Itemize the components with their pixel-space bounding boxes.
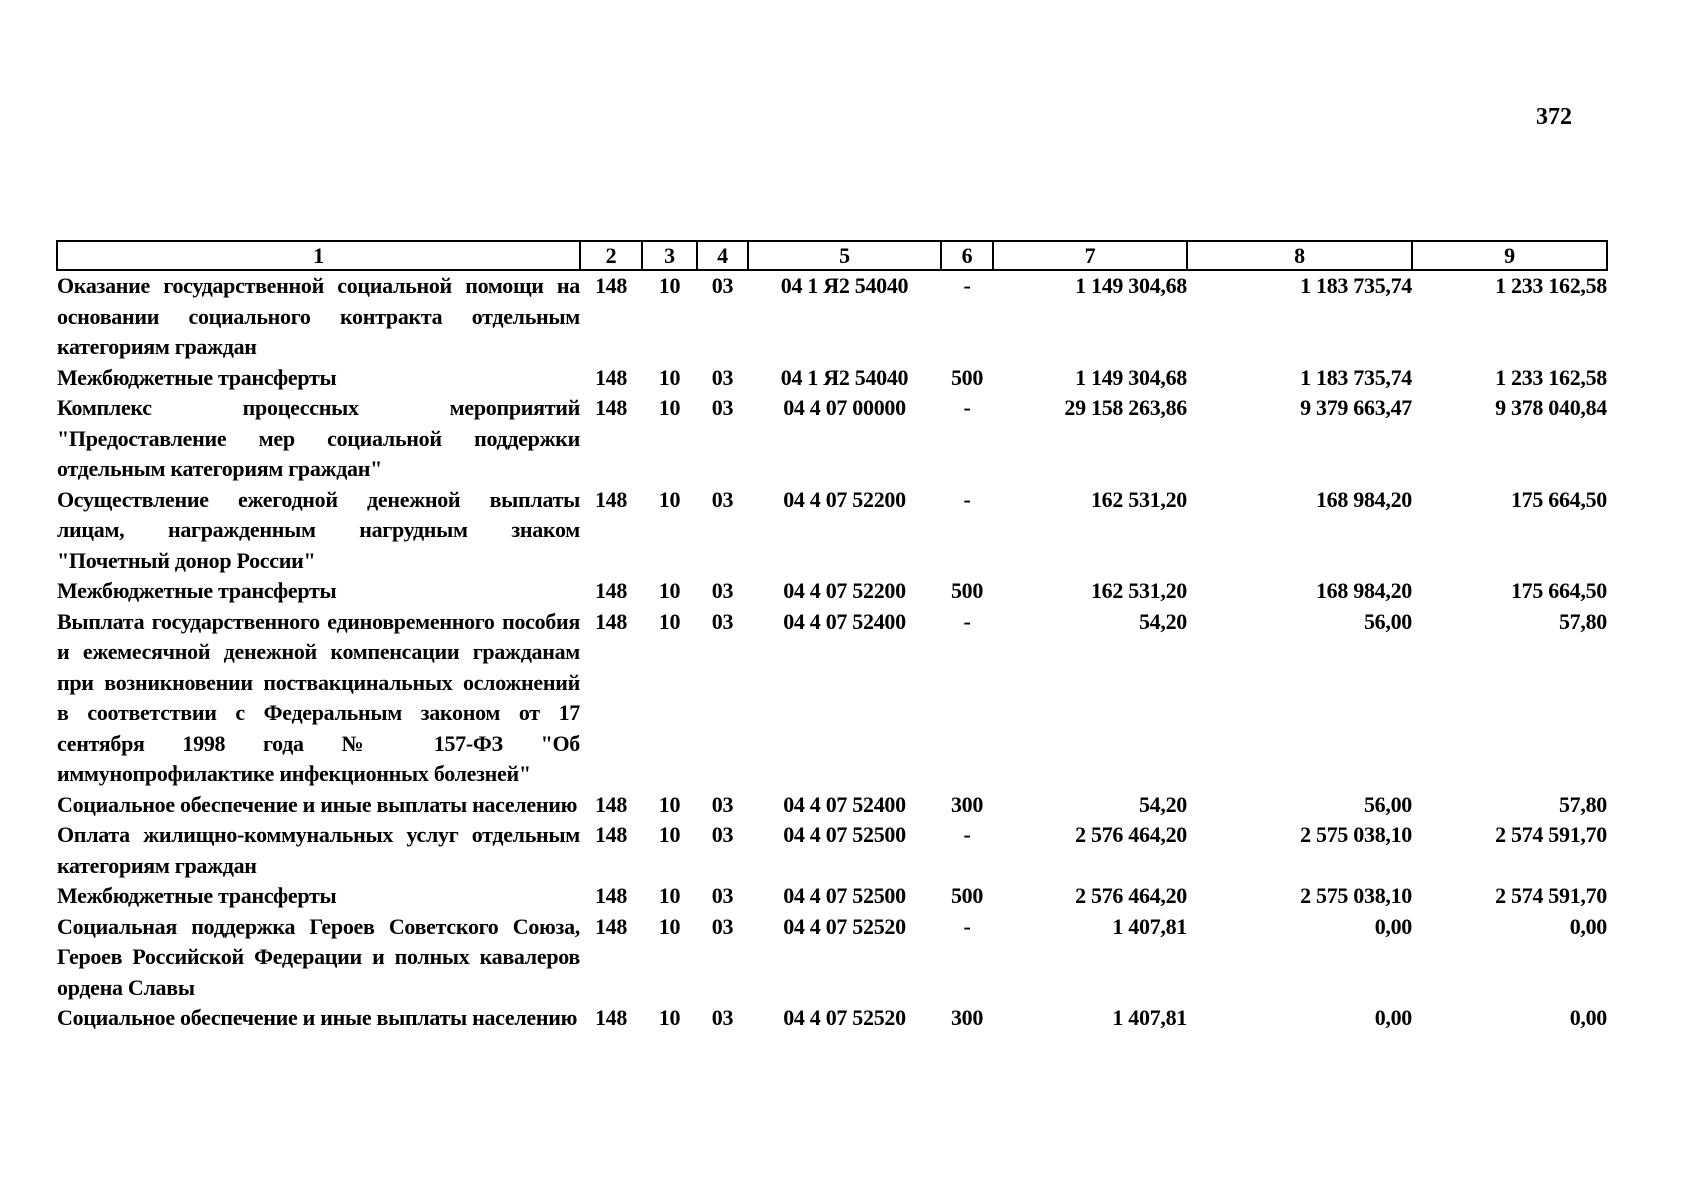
row-amount-9: 175 664,50 bbox=[1510, 578, 1607, 603]
row-code-2: 148 bbox=[594, 578, 628, 603]
row-code-6: 500 bbox=[950, 364, 984, 390]
row-code-3: 10 bbox=[658, 395, 681, 420]
row-amount-8: 168 984,20 bbox=[1315, 578, 1412, 603]
table-row bbox=[57, 576, 1607, 607]
row-amount-8: 2 575 038,10 bbox=[1300, 822, 1412, 847]
row-code-6: - bbox=[963, 822, 971, 847]
row-code-4: 03 bbox=[711, 578, 734, 603]
column-header-1: 1 bbox=[57, 241, 580, 270]
row-code-2: 148 bbox=[594, 364, 628, 390]
row-code-4: 03 bbox=[711, 1005, 734, 1030]
row-name: Социальное обеспечение и иные выплаты населению bbox=[57, 791, 578, 817]
row-amount-8: 2 575 038,10 bbox=[1300, 883, 1412, 908]
row-code-2: 148 bbox=[594, 1005, 628, 1030]
row-code-5: 04 4 07 52500 bbox=[783, 822, 906, 847]
row-code-6: - bbox=[963, 913, 971, 939]
row-amount-9: 1 233 162,58 bbox=[1495, 364, 1607, 390]
row-code-4: 03 bbox=[711, 791, 734, 817]
row-code-5: 04 1 Я2 54040 bbox=[780, 364, 909, 390]
table-row bbox=[57, 363, 1607, 394]
row-name: Межбюджетные трансферты bbox=[57, 883, 337, 908]
row-code-4: 03 bbox=[711, 273, 734, 298]
header-row bbox=[57, 241, 1607, 270]
row-code-2: 148 bbox=[594, 608, 628, 634]
row-amount-8: 168 984,20 bbox=[1315, 486, 1412, 512]
column-header-7: 7 bbox=[993, 241, 1187, 270]
row-amount-8: 1 183 735,74 bbox=[1300, 273, 1412, 298]
column-header-5: 5 bbox=[748, 241, 941, 270]
row-amount-7: 1 149 304,68 bbox=[1075, 273, 1187, 298]
row-code-6: 500 bbox=[950, 883, 984, 908]
table-row bbox=[57, 820, 1607, 881]
row-amount-9: 57,80 bbox=[1558, 791, 1607, 817]
row-amount-9: 57,80 bbox=[1558, 608, 1607, 634]
row-code-3: 10 bbox=[658, 578, 681, 603]
row-code-5: 04 4 07 52200 bbox=[783, 486, 906, 512]
row-code-4: 03 bbox=[711, 486, 734, 512]
row-name: Оплата жилищно-коммунальных услуг отдельным категориям граждан bbox=[57, 822, 580, 878]
row-code-2: 148 bbox=[594, 486, 628, 512]
row-code-3: 10 bbox=[658, 822, 681, 847]
row-name: Межбюджетные трансферты bbox=[57, 364, 337, 390]
table-row bbox=[57, 607, 1607, 790]
table-row bbox=[57, 912, 1607, 1004]
row-amount-7: 54,20 bbox=[1138, 791, 1187, 817]
row-amount-7: 2 576 464,20 bbox=[1075, 822, 1187, 847]
row-code-3: 10 bbox=[658, 791, 681, 817]
row-amount-8: 9 379 663,47 bbox=[1300, 395, 1412, 420]
row-amount-7: 1 407,81 bbox=[1112, 1005, 1187, 1030]
row-code-6: - bbox=[963, 273, 971, 298]
row-code-3: 10 bbox=[658, 486, 681, 512]
table-header bbox=[57, 241, 1607, 270]
row-amount-8: 56,00 bbox=[1363, 791, 1412, 817]
table-row bbox=[57, 1003, 1607, 1034]
row-amount-9: 0,00 bbox=[1569, 1005, 1607, 1030]
column-header-6: 6 bbox=[941, 241, 993, 270]
row-code-2: 148 bbox=[594, 791, 628, 817]
row-amount-7: 162 531,20 bbox=[1090, 486, 1187, 512]
row-name: Комплекс процессных мероприятий "Предоставление мер социальной поддержки отдельным категориям граждан" bbox=[57, 395, 580, 481]
table-row bbox=[57, 270, 1607, 363]
row-code-5: 04 4 07 52400 bbox=[783, 791, 906, 817]
row-amount-9: 1 233 162,58 bbox=[1495, 273, 1607, 298]
row-amount-9: 2 574 591,70 bbox=[1495, 883, 1607, 908]
row-code-6: - bbox=[963, 486, 971, 512]
row-amount-7: 162 531,20 bbox=[1090, 578, 1187, 603]
row-amount-7: 1 407,81 bbox=[1112, 913, 1187, 939]
table-row bbox=[57, 790, 1607, 821]
column-header-4: 4 bbox=[697, 241, 748, 270]
row-name: Межбюджетные трансферты bbox=[57, 578, 337, 603]
row-code-5: 04 4 07 00000 bbox=[783, 395, 906, 420]
row-amount-9: 0,00 bbox=[1569, 913, 1607, 939]
row-code-6: 300 bbox=[950, 791, 984, 817]
row-code-3: 10 bbox=[658, 364, 681, 390]
table-body bbox=[57, 270, 1607, 1034]
row-code-4: 03 bbox=[711, 913, 734, 939]
table-row bbox=[57, 393, 1607, 485]
row-code-4: 03 bbox=[711, 364, 734, 390]
table-row bbox=[57, 881, 1607, 912]
row-code-2: 148 bbox=[594, 913, 628, 939]
row-amount-8: 1 183 735,74 bbox=[1300, 364, 1412, 390]
row-code-2: 148 bbox=[594, 273, 628, 298]
row-code-2: 148 bbox=[594, 883, 628, 908]
row-name: Социальная поддержка Героев Советского Союза, Героев Российской Федерации и полных кавалеров ордена Славы bbox=[57, 913, 580, 1000]
row-amount-7: 2 576 464,20 bbox=[1075, 883, 1187, 908]
row-code-6: - bbox=[963, 608, 971, 634]
row-amount-9: 2 574 591,70 bbox=[1495, 822, 1607, 847]
row-code-5: 04 4 07 52520 bbox=[783, 1005, 906, 1030]
row-code-3: 10 bbox=[658, 913, 681, 939]
row-name: Выплата государственного единовременного пособия и ежемесячной денежной компенсации гражданам при возникновении поствакцинальных осложнений в соответствии с Федеральным законом от 17 сентября 1998 года № 157-ФЗ "Об иммунопрофилактике инфекционных болезней" bbox=[57, 608, 580, 786]
row-code-2: 148 bbox=[594, 395, 628, 420]
row-name: Социальное обеспечение и иные выплаты населению bbox=[57, 1005, 578, 1030]
row-code-4: 03 bbox=[711, 608, 734, 634]
row-amount-8: 56,00 bbox=[1363, 608, 1412, 634]
budget-table bbox=[56, 240, 1608, 1034]
row-amount-9: 9 378 040,84 bbox=[1495, 395, 1607, 420]
table-row bbox=[57, 485, 1607, 577]
row-code-5: 04 4 07 52520 bbox=[783, 913, 906, 939]
row-name: Осуществление ежегодной денежной выплаты лицам, награжденным нагрудным знаком "Почетный донор России" bbox=[57, 486, 580, 573]
row-code-5: 04 4 07 52200 bbox=[783, 578, 906, 603]
row-code-5: 04 1 Я2 54040 bbox=[780, 273, 909, 298]
column-header-9: 9 bbox=[1412, 241, 1607, 270]
row-code-4: 03 bbox=[711, 883, 734, 908]
row-name: Оказание государственной социальной помощи на основании социального контракта отдельным категориям граждан bbox=[57, 273, 580, 359]
row-amount-7: 1 149 304,68 bbox=[1075, 364, 1187, 390]
row-code-6: - bbox=[963, 395, 971, 420]
column-header-2: 2 bbox=[580, 241, 642, 270]
row-code-3: 10 bbox=[658, 608, 681, 634]
row-amount-7: 54,20 bbox=[1138, 608, 1187, 634]
row-code-4: 03 bbox=[711, 822, 734, 847]
row-code-6: 500 bbox=[950, 578, 984, 603]
row-code-3: 10 bbox=[658, 883, 681, 908]
column-header-8: 8 bbox=[1187, 241, 1412, 270]
row-amount-8: 0,00 bbox=[1374, 913, 1412, 939]
row-amount-8: 0,00 bbox=[1374, 1005, 1412, 1030]
row-amount-7: 29 158 263,86 bbox=[1064, 395, 1187, 420]
column-header-3: 3 bbox=[642, 241, 697, 270]
page-number: 372 bbox=[1536, 104, 1572, 130]
row-code-6: 300 bbox=[950, 1005, 984, 1030]
row-code-3: 10 bbox=[658, 1005, 681, 1030]
row-code-2: 148 bbox=[594, 822, 628, 847]
row-amount-9: 175 664,50 bbox=[1510, 486, 1607, 512]
row-code-5: 04 4 07 52400 bbox=[783, 608, 906, 634]
row-code-3: 10 bbox=[658, 273, 681, 298]
row-code-4: 03 bbox=[711, 395, 734, 420]
row-code-5: 04 4 07 52500 bbox=[783, 883, 906, 908]
